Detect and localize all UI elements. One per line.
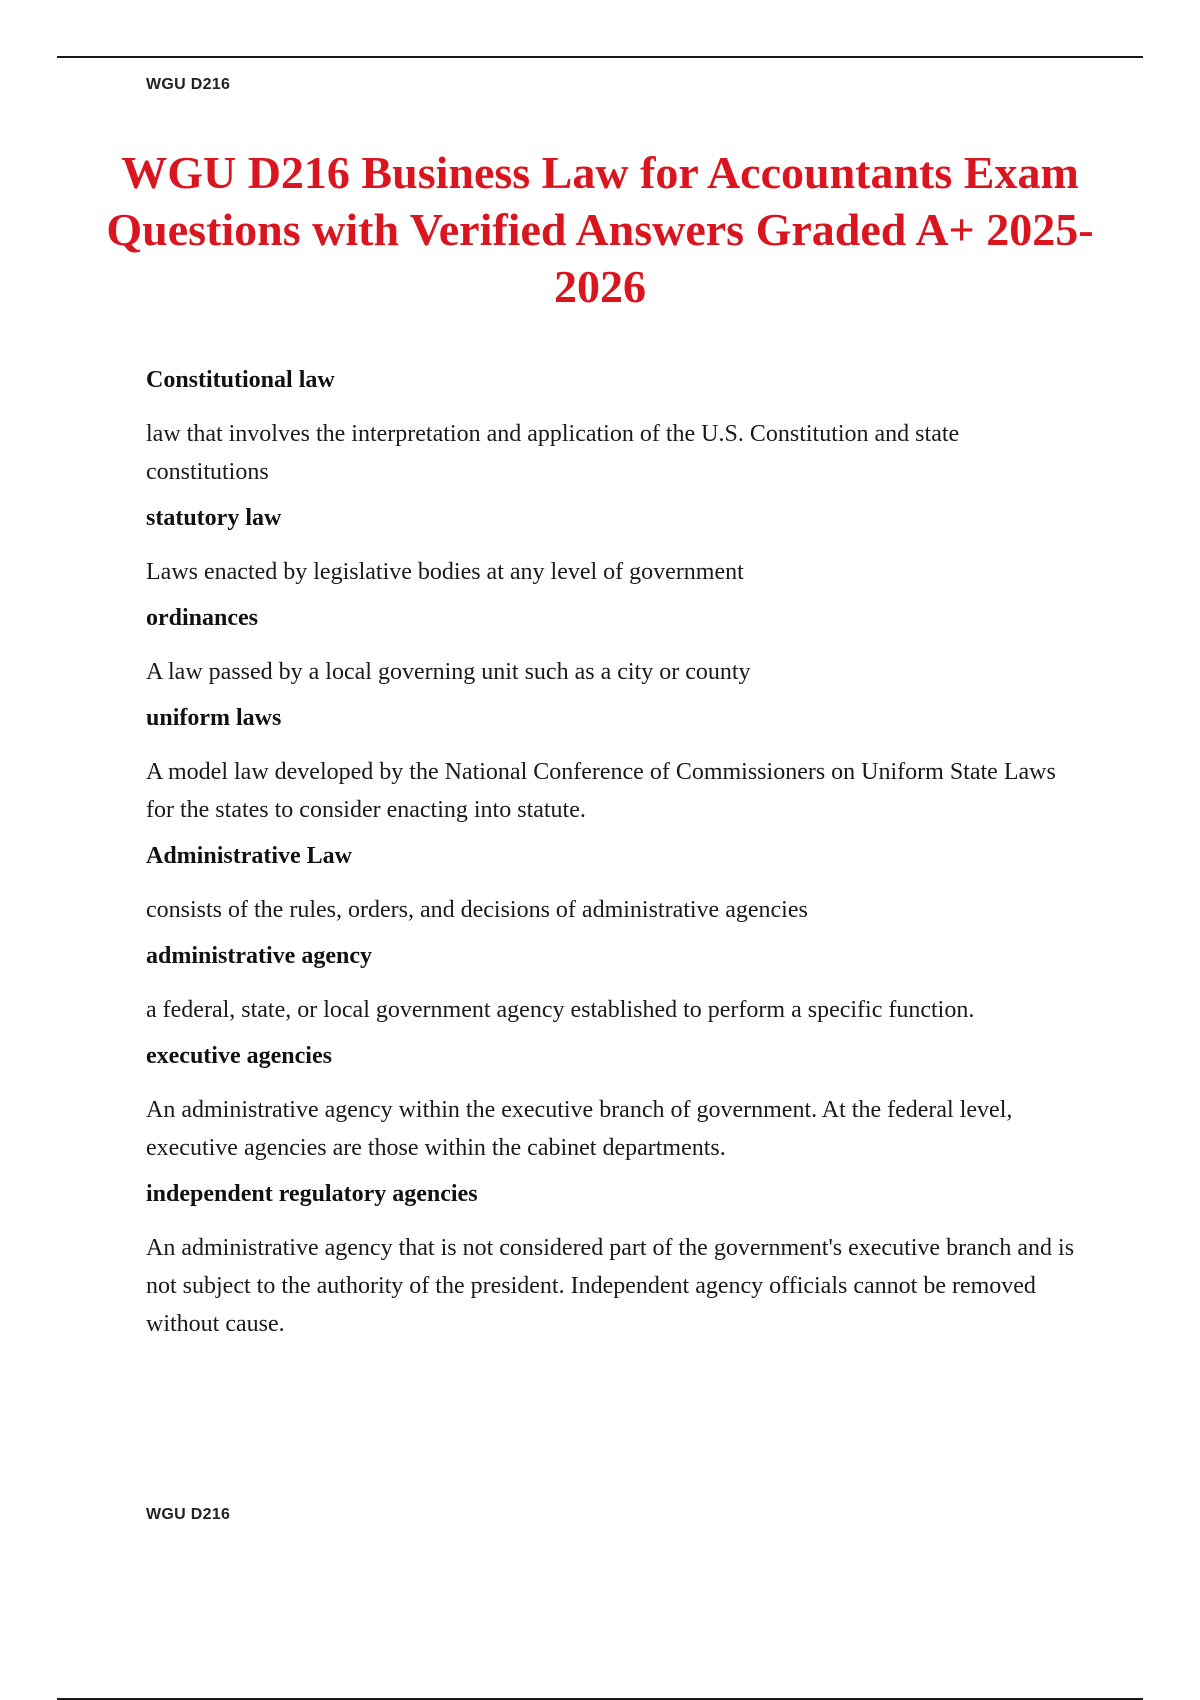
glossary-entry <box>146 503 1076 591</box>
glossary-entry <box>146 841 1076 929</box>
term-heading: administrative agency <box>146 943 372 969</box>
page-header-label: WGU D216 <box>146 76 231 93</box>
glossary-entry <box>146 1179 1076 1343</box>
term-heading: Administrative Law <box>146 843 352 869</box>
term-heading: uniform laws <box>146 705 282 731</box>
term-heading: executive agencies <box>146 1043 332 1069</box>
page-footer-label: WGU D216 <box>146 1506 231 1523</box>
glossary-entry <box>146 365 1076 491</box>
term-definition: A law passed by a local governing unit such as a city or county <box>146 659 751 685</box>
glossary-entry <box>146 1041 1076 1167</box>
term-definition: An administrative agency that is not considered part of the government's executive branch and is not subject to the authority of the president. Independent agency officials cannot be removed without cause. <box>146 1235 1075 1337</box>
document-title: WGU D216 Business Law for Accountants Exam Questions with Verified Answers Graded A+ 2025-2026 <box>106 147 1094 312</box>
glossary-entry <box>146 941 1076 1029</box>
term-definition: A model law developed by the National Conference of Commissioners on Uniform State Laws for the states to consider enacting into statute. <box>146 759 1056 823</box>
top-divider <box>57 56 1143 58</box>
term-definition: law that involves the interpretation and application of the U.S. Constitution and state constitutions <box>146 421 960 485</box>
term-heading: statutory law <box>146 505 282 531</box>
term-heading: Constitutional law <box>146 367 335 393</box>
term-definition: consists of the rules, orders, and decisions of administrative agencies <box>146 897 808 923</box>
glossary-entry <box>146 603 1076 691</box>
term-definition: An administrative agency within the executive branch of government. At the federal level, executive agencies are those within the cabinet departments. <box>146 1097 1013 1161</box>
term-heading: independent regulatory agencies <box>146 1181 478 1207</box>
term-definition: Laws enacted by legislative bodies at any level of government <box>146 559 744 585</box>
term-definition: a federal, state, or local government agency established to perform a specific function. <box>146 997 975 1023</box>
glossary-list <box>146 365 1076 1355</box>
term-heading: ordinances <box>146 605 259 631</box>
glossary-entry <box>146 703 1076 829</box>
